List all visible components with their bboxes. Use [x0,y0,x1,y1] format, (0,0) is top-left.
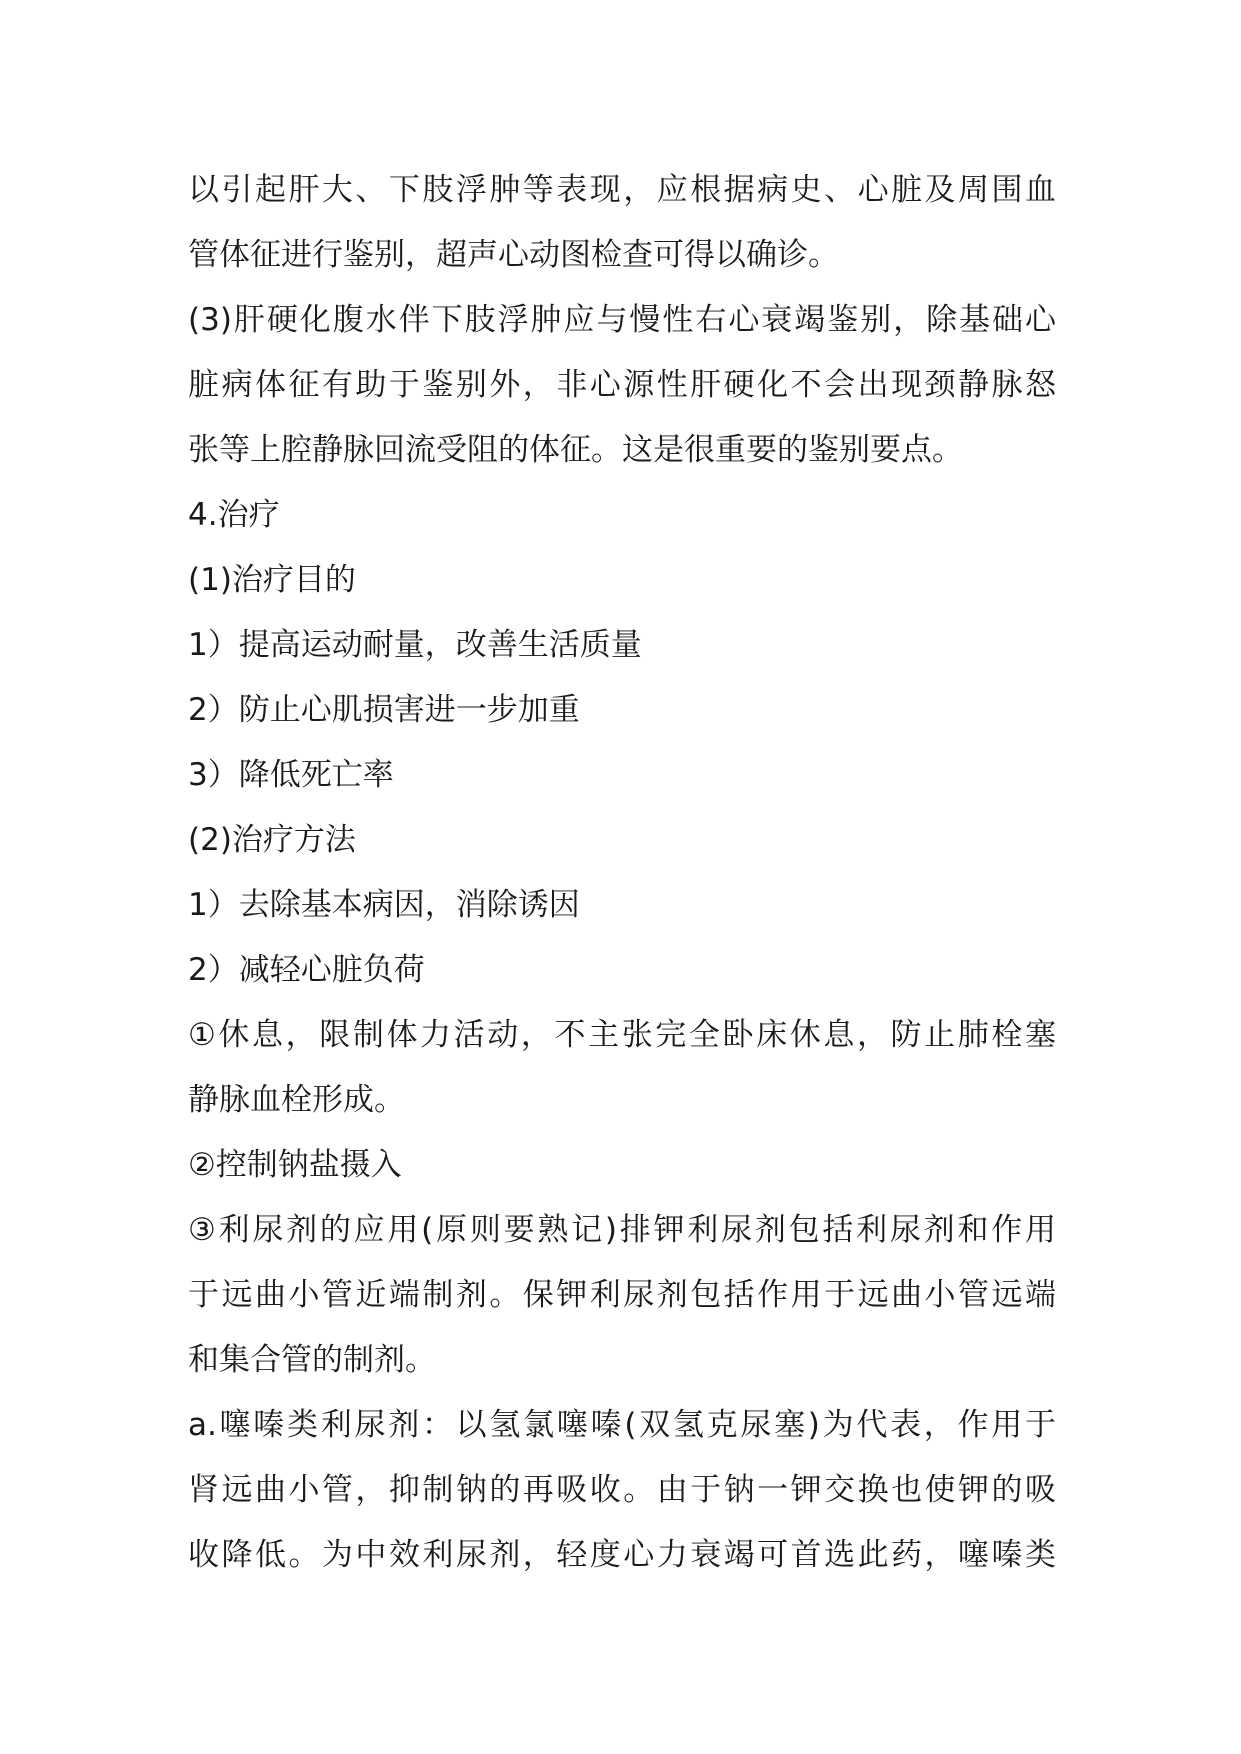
list-item: 2）防止心肌损害进一步加重 [188,692,580,728]
list-item: 1）提高运动耐量，改善生活质量 [188,627,642,663]
text-line: ②控制钠盐摄入 [188,1147,402,1183]
document-body [188,158,1056,1588]
text-line: 肾远曲小管，抑制钠的再吸收。由于钠一钾交换也使钾的吸 [188,1472,1056,1508]
list-item: 2）减轻心脏负荷 [188,952,425,988]
text-line: 张等上腔静脉回流受阻的体征。这是很重要的鉴别要点。 [188,432,963,468]
text-line: 静脉血栓形成。 [188,1082,405,1118]
text-line: a.噻嗪类利尿剂：以氢氯噻嗪(双氢克尿塞)为代表，作用于 [188,1407,1056,1443]
subsection-heading: (2)治疗方法 [188,822,356,858]
text-line: 于远曲小管近端制剂。保钾利尿剂包括作用于远曲小管远端 [188,1277,1056,1313]
text-line: (3)肝硬化腹水伴下肢浮肿应与慢性右心衰竭鉴别，除基础心 [188,302,1056,338]
list-item: 3）降低死亡率 [188,757,394,793]
text-line: 和集合管的制剂。 [188,1342,436,1378]
text-line: ③利尿剂的应用(原则要熟记)排钾利尿剂包括利尿剂和作用 [188,1212,1056,1248]
text-line: ①休息，限制体力活动，不主张完全卧床休息，防止肺栓塞 [188,1017,1056,1053]
text-line: 收降低。为中效利尿剂，轻度心力衰竭可首选此药，噻嗪类 [188,1537,1056,1573]
subsection-heading: (1)治疗目的 [188,562,356,598]
section-heading: 4.治疗 [188,497,280,533]
text-line: 管体征进行鉴别，超声心动图检查可得以确诊。 [188,237,839,273]
list-item: 1）去除基本病因，消除诱因 [188,887,580,923]
text-line: 脏病体征有助于鉴别外，非心源性肝硬化不会出现颈静脉怒 [188,367,1056,403]
text-line: 以引起肝大、下肢浮肿等表现，应根据病史、心脏及周围血 [188,172,1056,208]
